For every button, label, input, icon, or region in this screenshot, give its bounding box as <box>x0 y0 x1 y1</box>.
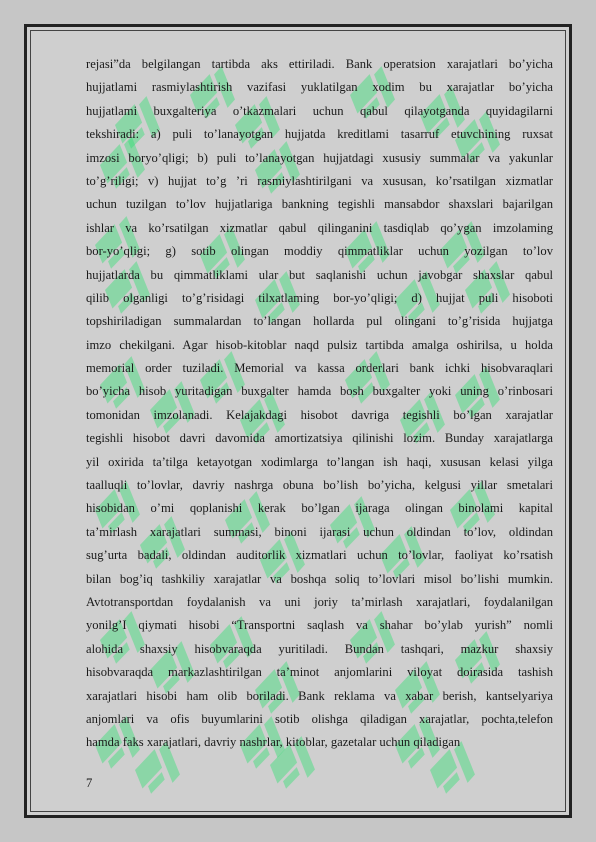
text-line: hujjatlami buxgalteriya o’tkazmalari uchun qabul qilayotganda quyidagilarni <box>86 103 553 118</box>
text-line: uchun tuzilgan to’lov hujjatlariga bankning tegishli mansabdor shaxslari bajarilgan <box>86 197 553 212</box>
text-line: imzosi boryo’qligi; b) puli to’lanayotgan hujjatdagi xususiy summalar va yakunlar <box>86 150 553 165</box>
text-line: to’g’riligi; v) hujjat to’g ’ri rasmiylashtirilgani va xususan, ko’rsatilgan xizmatlar <box>86 173 553 188</box>
text-line: rejasi”da belgilangan tartibda aks ettiriladi. Bank operatsion xarajatlari bo’yicha <box>86 57 553 71</box>
text-line: tomonidan imzolanadi. Kelajakdagi hisobot davriga tegishli bo’lgan xarajatlar <box>86 407 553 422</box>
text-line: Avtotransportdan foydalanish va uni joriy ta’mirlash xarajatlari, foydalanilgan <box>86 594 553 609</box>
text-line: anjomlari va ofis buyumlarini sotib olishga qiladigan xarajatlar, pochta,telefon <box>86 711 553 726</box>
text-line: yil oxirida ta’tilga ketayotgan xodimlarga to’langan ish haqi, xususan kelasi yilga <box>86 454 553 469</box>
text-line: tekshiradi: a) puli to’lanayotgan hujjatda kreditlami tasarruf etuvchining ruxsat <box>86 127 553 142</box>
text-line: taalluqli to’lovlar, davriy nashrga obuna bo’lish bo’yicha, kelgusi yillar smetalari <box>86 478 553 493</box>
text-line: ta’mirlash xarajatlari summasi, binoni ijarasi uchun oldindan to’lov, oldindan <box>86 524 553 539</box>
text-line: hisobvaraqda markazlashtirilgan ta’minot anjomlarini viloyat doirasida tashish <box>86 665 553 680</box>
text-line: bo’yicha hisob yuritadigan buxgalter hamda bosh buxgalter yoki uning o’rinbosari <box>86 384 553 399</box>
text-line: memorial order tuziladi. Memorial va kassa orderlari bank ichki hisobvaraqlari <box>86 361 553 376</box>
text-line: ishlar va ko’rsatilgan xizmatlar qabul qilinganini tasdiqlab qo’ygan imzolaming <box>86 220 553 235</box>
text-line: sug’urta badali, oldindan auditorlik xizmatlari uchun to’lovlar, faoliyat ko’rsatish <box>86 548 553 563</box>
page-number: 7 <box>86 776 93 790</box>
text-line: imzo chekilgani. Agar hisob-kitoblar naqd pulsiz tartibda amalga oshirilsa, u holda <box>86 337 553 352</box>
document-body <box>86 53 553 755</box>
text-line: qilib olganligi to’g’risidagi tilxatlaming bor-yo’qligi; d) hujjat puli hisoboti <box>86 290 553 305</box>
text-line: tegishli hisobot davri davomida amortizatsiya qilinishi lozim. Bunday xarajatlarga <box>86 431 553 446</box>
text-line: alohida shaxsiy hisobvaraqda yuritiladi. Bundan tashqari, mazkur shaxsiy <box>86 641 553 656</box>
text-line: topshiriladigan summalardan to’langan hollarda pul olingani to’g’risida hujjatga <box>86 314 553 329</box>
text-line: hujjatlami rasmiylashtirish vazifasi yuklatilgan xodim bu xarajatlar bo’yicha <box>86 80 553 95</box>
text-line: bor-yo’qligi; g) sotib olingan moddiy qimmatliklar uchun yozilgan to’lov <box>86 244 553 259</box>
text-line: xarajatlari hisobi ham olib boriladi. Bank reklama va xabar berish, kantselyariya <box>86 688 553 703</box>
text-line: bilan bog’iq tashkiliy xarajatlar va boshqa soliq to’lovlari misol bo’lishi mumkin. <box>86 571 553 586</box>
text-line: yonilg’I qiymati hisobi “Transportni saqlash va shahar bo’ylab yurish” nomli <box>86 618 553 633</box>
text-line: hamda faks xarajatlari, davriy nashrlar, kitoblar, gazetalar uchun qiladigan <box>86 735 461 750</box>
text-line: hujjatlarda bu qimmatliklami ular but saqlanishi uchun javobgar shaxslar qabul <box>86 267 553 282</box>
text-line: hisobidan o’mi qoplanishi kerak bo’lgan ijaraga olingan binolami kapital <box>86 501 553 516</box>
